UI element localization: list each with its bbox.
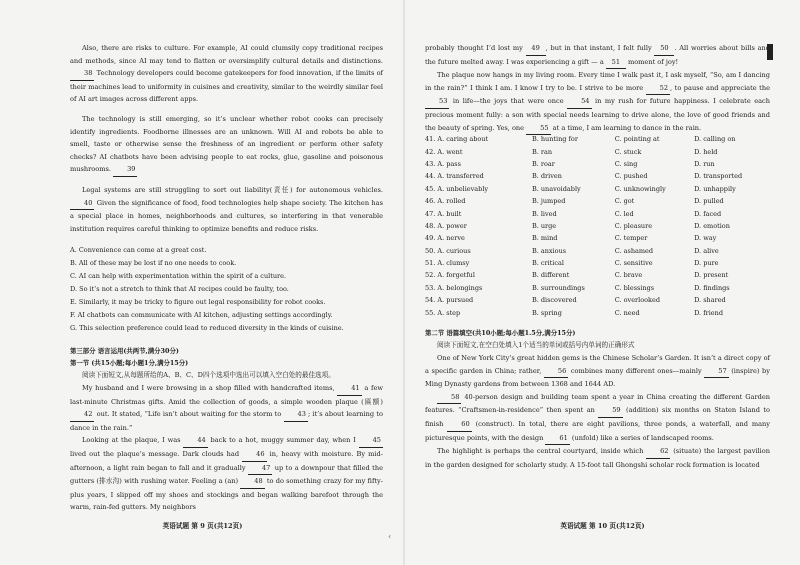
blank-56: 56 xyxy=(544,365,568,379)
choice-option: 41. A. caring about xyxy=(425,135,489,144)
blank-46: 46 xyxy=(242,448,266,462)
choice-option: C. led xyxy=(614,209,634,218)
choice-row xyxy=(425,259,770,271)
section2-instruction: 阅读下面短文,在空白处填入1个适当的单词或括号内单词的正确形式 xyxy=(437,341,635,350)
option-item: F. AI chatbots can communicate with AI kitchen, adjusting settings accordingly. xyxy=(70,310,333,319)
choice-row xyxy=(425,271,770,283)
story-paragraph-2: Looking at the plaque, I was 44 back to a hot, muggy summer day, when I 45 lived out the plaque’s message. Dark clouds had 46 in, heavy with moisture. By mid-afternoon, a light rain began to fall and it gradually 47 up to a downpour that filled the gutters (排水沟) with rushing water. Feeling a (an) 48 to do something crazy for my fifty-plus years, I slipped off my shoes and stockings and began walking barefoot through the warm, rain-fed gutters. My neighbors xyxy=(70,436,383,512)
choice-option: C. unknowingly xyxy=(614,184,666,193)
choice-option: D. present xyxy=(694,271,729,280)
choice-option: B. jumped xyxy=(531,197,566,206)
right-paragraph-1: probably thought I’d lost my 49 , but in that instant, I felt fully 50 . All worries about bills and the future melted away. I was experiencing a gift — a 51 moment of joy! xyxy=(425,42,770,69)
left-paragraph-1: Also, there are risks to culture. For example, AI could clumsily copy traditional recipes and methods, since AI may tend to flatten or oversimplify cultural details and distinctions. 38 Technology developers could become gatekeepers for food innovation, if the limits of their machines lead to uniformity in cuisines and creativity, similar to the weirdly similar feel of AI art images across different apps. xyxy=(70,44,383,104)
choice-option: B. ran xyxy=(531,147,553,156)
option-item: B. All of these may be lost if no one needs to cook. xyxy=(70,259,237,268)
choice-option: 45. A. unbelievably xyxy=(425,184,489,193)
choice-option: B. hunting for xyxy=(531,135,578,144)
choice-option: 55. A. step xyxy=(425,308,461,317)
choice-option: C. need xyxy=(614,308,640,317)
choice-option: D. pure xyxy=(694,259,719,268)
blank-49: 49 xyxy=(526,42,546,56)
choice-option: 52. A. forgetful xyxy=(425,271,475,280)
right-page-footer: 英语试题 第 10 页(共12页) xyxy=(560,522,645,530)
blank-55: 55 xyxy=(526,122,550,136)
choice-row xyxy=(425,197,770,209)
choice-option: C. stuck xyxy=(614,147,642,156)
choice-option: C. temper xyxy=(614,234,648,243)
choice-option: D. way xyxy=(694,234,717,243)
blank-57: 57 xyxy=(704,365,728,379)
blank-42: 42 xyxy=(70,408,94,422)
blank-51: 51 xyxy=(606,56,626,70)
choice-option: C. overlooked xyxy=(614,296,660,305)
choice-option: C. pointing at xyxy=(614,135,660,144)
option-item: A. Convenience can come at a great cost. xyxy=(70,246,207,255)
blank-38: 38 xyxy=(70,67,94,81)
blank-61: 61 xyxy=(545,432,569,446)
choice-row xyxy=(425,135,770,147)
choice-option: 48. A. power xyxy=(425,221,467,230)
blank-59: 59 xyxy=(598,404,622,418)
choices-table xyxy=(425,135,770,321)
choice-option: 46. A. rolled xyxy=(425,197,466,206)
blank-47: 47 xyxy=(248,462,272,476)
garden-paragraph-1: One of New York City’s great hidden gems is the Chinese Scholar’s Garden. It isn’t a direct copy of a specific garden in China; rather, 56 combines many different ones—mainly 57 (inspire) by Ming Dynasty gardens from between 1368 and 1644 AD. xyxy=(425,354,771,389)
choice-row xyxy=(425,222,770,234)
section1-title: 第一节 (共15小题;每小题1分,满分15分) xyxy=(70,359,189,368)
choice-option: B. discovered xyxy=(531,296,577,305)
choice-option: B. urge xyxy=(531,221,557,230)
choice-option: D. run xyxy=(694,159,715,168)
section1-instruction: 阅读下面短文,从每题所给的A、B、C、D四个选项中选出可以填入空白处的最佳选项。 xyxy=(82,371,335,380)
left-page-footer: 英语试题 第 9 页(共12页) xyxy=(162,522,243,530)
right-page xyxy=(405,0,800,565)
choice-option: B. lived xyxy=(531,209,557,218)
blank-50: 50 xyxy=(654,42,674,56)
choice-option: B. different xyxy=(531,271,570,280)
choice-option: B. roar xyxy=(531,159,555,168)
choice-option: 43. A. pass xyxy=(425,159,461,168)
choice-option: C. sing xyxy=(614,159,638,168)
choice-option: D. alive xyxy=(694,246,719,255)
choice-option: D. friend xyxy=(694,308,723,317)
choice-option: D. faced xyxy=(694,209,722,218)
blank-53: 53 xyxy=(425,95,449,109)
left-paragraph-3: Legal systems are still struggling to sort out liability(责任) for autonomous vehicles. 40 Given the significance of food, food technologies help shape society. The kitchen has a special place in homes, neighborhoods and cultures, so interfering in that venerable institution requires careful thinking to optimize benefits and reduce risks. xyxy=(70,185,383,233)
choice-option: 53. A. belongings xyxy=(425,283,483,292)
blank-52: 52 xyxy=(646,82,670,96)
choice-row xyxy=(425,160,770,172)
choice-option: D. emotion xyxy=(694,221,730,230)
choice-option: 51. A. clumsy xyxy=(425,259,470,268)
section2-title: 第二节 语篇填空(共10小题;每小题1.5分,满分15分) xyxy=(425,329,576,338)
option-item: E. Similarly, it may be tricky to figure out legal responsibility for robot cooks. xyxy=(70,297,326,306)
choice-option: D. unhappily xyxy=(694,184,736,193)
blank-60: 60 xyxy=(447,418,471,432)
choice-option: C. ashamed xyxy=(614,246,654,255)
choice-option: 47. A. built xyxy=(425,209,462,218)
left-paragraph-2: The technology is still emerging, so it’s unclear whether robot cooks can precisely identify ingredients. Foodborne illnesses are an unknown. Will AI and robots be able to smell, taste or otherwise sense the freshness of an ingredient or perform other safety checks? AI chatbots have been advising people to eat rocks, glue, gasoline and poisonous mushrooms. 39 xyxy=(70,113,383,177)
choice-option: C. brave xyxy=(614,271,643,280)
story-paragraph-1: My husband and I were browsing in a shop filled with handcrafted items, 41 a few last-minute Christmas gifts. Amid the collection of goods, a simple wooden plaque (匾额) 42 out. It stated, “Life isn’t about waiting for the storm to 43 ; it’s about learning to dance in the rain.” xyxy=(70,384,383,432)
garden-paragraph-3: The highlight is perhaps the central courtyard, inside which 62 (situate) the largest pavilion in the garden designed for scholarly study. A 15-foot tall Ghongshi scholar rock formation is located xyxy=(425,447,771,469)
right-paragraph-2: The plaque now hangs in my living room. Every time I walk past it, I ask myself, “So, am I dancing in the rain?” I think I am. I know I try to be. I strive to be more 52 , to pause and appreciate the 53 in life—the joys that were once 54 in my rush for future happiness. I celebrate each precious moment fully: a son with special needs learning to drive alone, the love of good friends and the beauty of spring. Yes, one 55 at a time, I am learning to dance in the rain. xyxy=(425,69,770,135)
choice-row xyxy=(425,148,770,160)
choice-option: B. mind xyxy=(531,234,558,243)
choice-option: D. transported xyxy=(694,172,743,181)
garden-paragraph-2: 58 40-person design and building team spent a year in China creating the different Garden features. “Craftsmen-in-residence” then spent an 59 (addition) six months on Staten Island to finish 60 (construct). In total, there are eight pavilions, three ponds, a waterfall, and many picturesque points, with the design 61 (unfold) like a series of landscaped rooms. xyxy=(425,391,770,445)
choice-option: D. pulled xyxy=(694,197,724,206)
choice-option: C. sensitive xyxy=(614,259,653,268)
choice-option: 50. A. curious xyxy=(425,246,471,255)
option-item: C. AI can help with experimentation within the spirit of a culture. xyxy=(70,272,287,281)
choice-option: 49. A. nerve xyxy=(425,234,465,243)
blank-39: 39 xyxy=(113,163,137,177)
choice-option: B. spring xyxy=(531,308,562,317)
blank-40: 40 xyxy=(70,197,94,211)
option-item: G. This selection preference could lead to reduced diversity in the kinds of cuisine. xyxy=(70,323,344,332)
blank-45: 45 xyxy=(359,434,383,448)
choice-option: D. findings xyxy=(694,283,730,292)
choice-row xyxy=(425,309,770,321)
choice-row xyxy=(425,185,770,197)
choice-row xyxy=(425,210,770,222)
blank-54: 54 xyxy=(567,95,591,109)
blank-44: 44 xyxy=(183,434,207,448)
blank-62: 62 xyxy=(646,445,670,459)
choice-option: D. shared xyxy=(694,296,726,305)
seven-options-list xyxy=(70,244,383,334)
choice-row xyxy=(425,284,770,296)
choice-row xyxy=(425,234,770,246)
choice-row xyxy=(425,247,770,259)
part3-title: 第三部分 语言运用(共两节,满分30分) xyxy=(70,346,179,355)
choice-option: C. pushed xyxy=(614,172,648,181)
choice-option: C. got xyxy=(614,197,635,206)
blank-48: 48 xyxy=(240,475,264,489)
choice-option: D. calling on xyxy=(694,135,736,144)
choice-option: 54. A. pursued xyxy=(425,296,474,305)
blank-41: 41 xyxy=(337,382,361,396)
choice-option: 44. A. transferred xyxy=(425,172,484,181)
scan-speck: ‹ xyxy=(388,532,392,541)
blank-43: 43 xyxy=(284,408,308,422)
choice-option: C. blessings xyxy=(614,283,655,292)
choice-option: 42. A. went xyxy=(425,147,463,156)
blank-58: 58 xyxy=(437,391,461,405)
choice-option: B. anxious xyxy=(531,246,567,255)
choice-option: B. driven xyxy=(531,172,562,181)
choice-row xyxy=(425,172,770,184)
choice-option: B. critical xyxy=(531,259,564,268)
choice-row xyxy=(425,296,770,308)
choice-option: B. surroundings xyxy=(531,283,585,292)
option-item: D. So it’s not a stretch to think that AI recipes could be faulty, too. xyxy=(70,285,289,294)
choice-option: C. pleasure xyxy=(614,221,653,230)
choice-option: B. unavoidably xyxy=(531,184,581,193)
choice-option: D. held xyxy=(694,147,718,156)
